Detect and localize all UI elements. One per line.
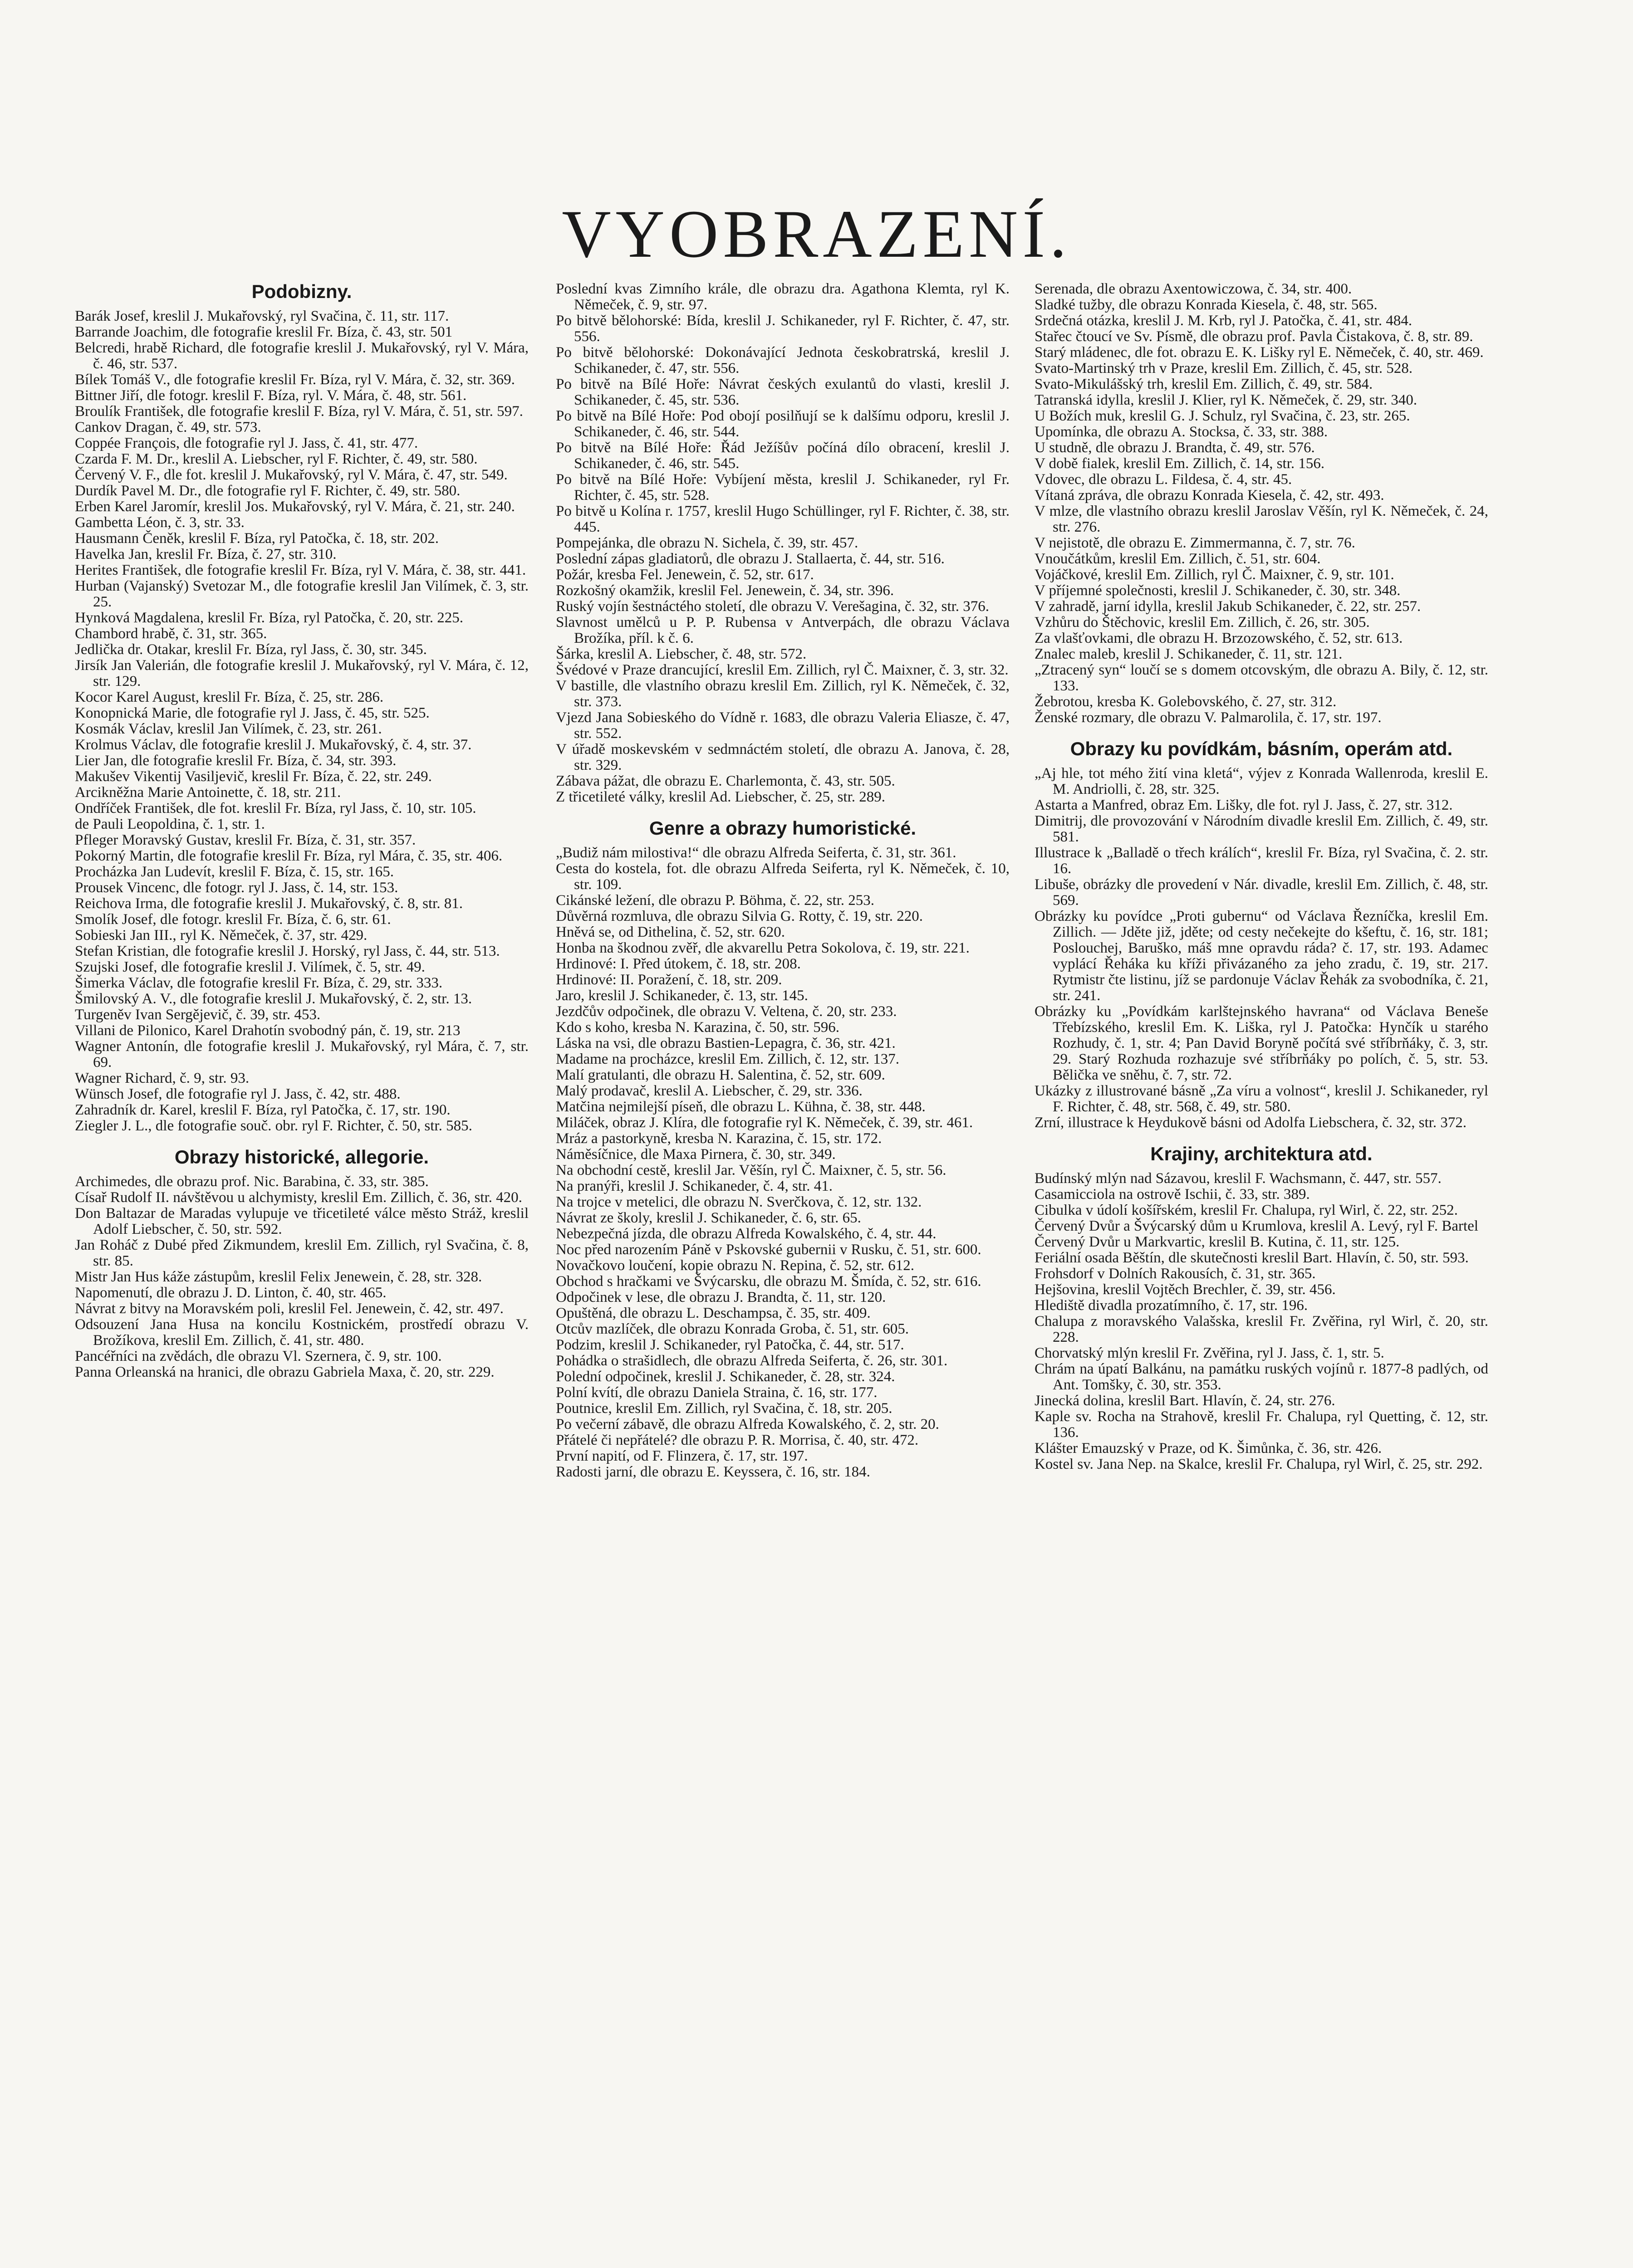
index-entry: Broulík František, dle fotografie kreslil F. Bíza, ryl V. Mára, č. 51, str. 597.	[75, 403, 523, 420]
index-entry: Jirsík Jan Valerián, dle fotografie kreslil J. Mukařovský, ryl V. Mára, č. 12, str. 129.	[75, 657, 529, 689]
index-entry: Otcův mazlíček, dle obrazu Konrada Groba, č. 51, str. 605.	[556, 1321, 909, 1337]
index-entry: Za vlašťovkami, dle obrazu H. Brzozowského, č. 52, str. 613.	[1035, 630, 1403, 646]
index-entry: Wünsch Josef, dle fotografie ryl J. Jass, č. 42, str. 488.	[75, 1086, 401, 1102]
index-entry: Konopnická Marie, dle fotografie ryl J. Jass, č. 45, str. 525.	[75, 705, 430, 721]
index-entry: Hněvá se, od Dithelina, č. 52, str. 620.	[556, 924, 785, 940]
index-entry: Požár, kresba Fel. Jenewein, č. 52, str. 617.	[556, 567, 814, 583]
index-entry: Tatranská idylla, kreslil J. Klier, ryl K. Němeček, č. 29, str. 340.	[1035, 392, 1417, 408]
index-entry: Upomínka, dle obrazu A. Stocksa, č. 33, str. 388.	[1035, 424, 1328, 440]
index-entry: Coppée François, dle fotografie ryl J. Jass, č. 41, str. 477.	[75, 435, 418, 451]
index-entry: V nejistotě, dle obrazu E. Zimmermanna, č. 7, str. 76.	[1035, 535, 1355, 551]
index-entry: Makušev Vikentij Vasiljevič, kreslil Fr. Bíza, č. 22, str. 249.	[75, 768, 432, 785]
index-entry: Pfleger Moravský Gustav, kreslil Fr. Bíza, č. 31, str. 357.	[75, 832, 416, 848]
index-entry: Belcredi, hrabě Richard, dle fotografie kreslil J. Mukařovský, ryl V. Mára, č. 46, str. 537.	[75, 340, 529, 372]
index-entry: Kocor Karel August, kreslil Fr. Bíza, č. 25, str. 286.	[75, 689, 384, 705]
index-entry: Casamicciola na ostrově Ischii, č. 33, str. 389.	[1035, 1186, 1310, 1202]
index-entry: Jinecká dolina, kreslil Bart. Hlavín, č. 24, str. 276.	[1035, 1393, 1335, 1409]
index-entry: Důvěrná rozmluva, dle obrazu Silvia G. Rotty, č. 19, str. 220.	[556, 908, 923, 924]
index-entry: Czarda F. M. Dr., kreslil A. Liebscher, ryl F. Richter, č. 49, str. 580.	[75, 451, 478, 467]
index-entry: Barák Josef, kreslil J. Mukařovský, ryl Svačina, č. 11, str. 117.	[75, 308, 449, 324]
index-entry: Sladké tužby, dle obrazu Konrada Kiesela, č. 48, str. 565.	[1035, 297, 1378, 313]
index-entry: Rozkošný okamžik, kreslil Fel. Jenewein, č. 34, str. 396.	[556, 582, 894, 599]
index-entry: Gambetta Léon, č. 3, str. 33.	[75, 514, 245, 531]
section-heading: Obrazy historické, allegorie.	[174, 1146, 429, 1168]
index-entry: Po bitvě bělohorské: Dokonávající Jednota českobratrská, kreslil J. Schikaneder, č. 47, str. 556.	[556, 344, 1010, 376]
index-entry: Frohsdorf v Dolních Rakousích, č. 31, str. 365.	[1035, 1266, 1316, 1282]
index-entry: U studně, dle obrazu J. Brandta, č. 49, str. 576.	[1035, 440, 1315, 456]
index-entry: Kostel sv. Jana Nep. na Skalce, kreslil Fr. Chalupa, ryl Wirl, č. 25, str. 292.	[1035, 1456, 1483, 1472]
index-entry: Ziegler J. L., dle fotografie souč. obr. ryl F. Richter, č. 50, str. 585.	[75, 1118, 472, 1134]
index-entry: Srdečná otázka, kreslil J. M. Krb, ryl J. Patočka, č. 41, str. 484.	[1035, 313, 1412, 329]
index-entry: Švédové v Praze drancující, kreslil Em. Zillich, ryl Č. Maixner, č. 3, str. 32.	[556, 662, 1009, 678]
index-entry: Stefan Kristian, dle fotografie kreslil J. Horský, ryl Jass, č. 44, str. 513.	[75, 943, 500, 959]
index-entry: Hausmann Čeněk, kreslil F. Bíza, ryl Patočka, č. 18, str. 202.	[75, 530, 439, 547]
index-entry: Bittner Jiří, dle fotogr. kreslil F. Bíza, ryl. V. Mára, č. 48, str. 561.	[75, 387, 467, 404]
index-entry: Po bitvě na Bílé Hoře: Vybíjení města, kreslil J. Schikaneder, ryl Fr. Richter, č. 45, str. 528.	[556, 471, 1010, 503]
index-entry: Z třicetileté války, kreslil Ad. Liebscher, č. 25, str. 289.	[556, 789, 886, 805]
index-entry: Hrdinové: I. Před útokem, č. 18, str. 208.	[556, 956, 801, 972]
index-entry: Opuštěná, dle obrazu L. Deschampsa, č. 35, str. 409.	[556, 1305, 871, 1321]
index-entry: Vojáčkové, kreslil Em. Zillich, ryl Č. Maixner, č. 9, str. 101.	[1035, 567, 1394, 583]
index-entry: Procházka Jan Ludevít, kreslil F. Bíza, č. 15, str. 165.	[75, 864, 394, 880]
index-entry: Pompejánka, dle obrazu N. Sichela, č. 39, str. 457.	[556, 535, 858, 551]
index-entry: Polední odpočinek, kreslil J. Schikaneder, č. 28, str. 324.	[556, 1369, 895, 1385]
index-entry: V příjemné společnosti, kreslil J. Schikaneder, č. 30, str. 348.	[1035, 582, 1401, 599]
index-entry: Chorvatský mlýn kreslil Fr. Zvěřina, ryl J. Jass, č. 1, str. 5.	[1035, 1345, 1384, 1361]
index-entry: Šárka, kreslil A. Liebscher, č. 48, str. 572.	[556, 646, 807, 662]
index-entry: Chrám na úpatí Balkánu, na památku ruských vojínů r. 1877-8 padlých, od Ant. Tomšky, č. 30, str. 353.	[1035, 1361, 1488, 1393]
index-entry: Hejšovina, kreslil Vojtěch Brechler, č. 39, str. 456.	[1035, 1281, 1336, 1298]
index-entry: Smolík Josef, dle fotogr. kreslil Fr. Bíza, č. 6, str. 61.	[75, 911, 391, 928]
index-entry: Herites František, dle fotografie kreslil Fr. Bíza, ryl V. Mára, č. 38, str. 441.	[75, 562, 526, 578]
index-entry: Kdo s koho, kresba N. Karazina, č. 50, str. 596.	[556, 1019, 840, 1036]
index-entry: U Božích muk, kreslil G. J. Schulz, ryl Svačina, č. 23, str. 265.	[1035, 408, 1410, 424]
index-entry: Astarta a Manfred, obraz Em. Lišky, dle fot. ryl J. Jass, č. 27, str. 312.	[1035, 797, 1453, 813]
index-column-1	[75, 281, 529, 1380]
index-entry: Miláček, obraz J. Klíra, dle fotografie ryl K. Němeček, č. 39, str. 461.	[556, 1114, 973, 1131]
index-entry: Cesta do kostela, fot. dle obrazu Alfreda Seiferta, ryl K. Němeček, č. 10, str. 109.	[556, 860, 1010, 893]
index-entry: V bastille, dle vlastního obrazu kreslil Em. Zillich, ryl K. Němeček, č. 32, str. 373.	[556, 678, 1010, 710]
index-entry: V zahradě, jarní idylla, kreslil Jakub Schikaneder, č. 22, str. 257.	[1035, 598, 1421, 615]
index-entry: Villani de Pilonico, Karel Drahotín svobodný pán, č. 19, str. 213	[75, 1022, 461, 1039]
index-entry: Serenada, dle obrazu Axentowiczowa, č. 34, str. 400.	[1035, 281, 1352, 297]
section-heading: Obrazy ku povídkám, básním, operám atd.	[1070, 738, 1453, 759]
index-entry: První napití, od F. Flinzera, č. 17, str. 197.	[556, 1448, 808, 1464]
index-entry: Obrázky ku „Povídkám karlštejnského havrana“ od Václava Beneše Třebízského, kreslil Em. K. Liška, ryl J. Patočka: Hynčík u starého Rozhudy, č. 1, str. 4; Pan David Boryně počítá své stříbrňáky, č. 3, str. 29. Starý Rozhuda rozhazuje své stříbrňáky po polích, č. 5, str. 53. Bělička ve sněhu, č. 7, str. 72.	[1035, 1003, 1488, 1083]
index-entry: de Pauli Leopoldina, č. 1, str. 1.	[75, 816, 265, 832]
index-entry: Pancéřníci na zvědách, dle obrazu Vl. Szernera, č. 9, str. 100.	[75, 1348, 442, 1364]
index-entry: Svato-Martinský trh v Praze, kreslil Em. Zillich, č. 45, str. 528.	[1035, 360, 1413, 376]
index-entry: Návrat ze školy, kreslil J. Schikaneder, č. 6, str. 65.	[556, 1210, 861, 1226]
index-entry: Ruský vojín šestnáctého století, dle obrazu V. Verešagina, č. 32, str. 376.	[556, 598, 990, 615]
index-entry: Dimitrij, dle provozování v Národním divadle kreslil Em. Zillich, č. 49, str. 581.	[1035, 813, 1488, 845]
index-entry: Láska na vsi, dle obrazu Bastien-Lepagra, č. 36, str. 421.	[556, 1035, 896, 1051]
index-entry: Szujski Josef, dle fotografie kreslil J. Vilímek, č. 5, str. 49.	[75, 959, 425, 975]
index-entry: Mistr Jan Hus káže zástupům, kreslil Felix Jenewein, č. 28, str. 328.	[75, 1269, 482, 1285]
index-entry: Klášter Emauzský v Praze, od K. Šimůnka, č. 36, str. 426.	[1035, 1440, 1382, 1457]
index-entry: Cikánské ležení, dle obrazu P. Böhma, č. 22, str. 253.	[556, 892, 875, 909]
index-entry: Žebrotou, kresba K. Golebovského, č. 27, str. 312.	[1035, 694, 1337, 710]
index-entry: Jaro, kreslil J. Schikaneder, č. 13, str. 145.	[556, 987, 808, 1004]
index-entry: Havelka Jan, kreslil Fr. Bíza, č. 27, str. 310.	[75, 546, 337, 562]
index-entry: Krolmus Václav, dle fotografie kreslil J. Mukařovský, č. 4, str. 37.	[75, 737, 472, 753]
index-entry: Mráz a pastorkyně, kresba N. Karazina, č. 15, str. 172.	[556, 1130, 882, 1147]
index-entry: Obchod s hračkami ve Švýcarsku, dle obrazu M. Šmída, č. 52, str. 616.	[556, 1273, 981, 1290]
index-entry: Noc před narozením Páně v Pskovské gubernii v Rusku, č. 51, str. 600.	[556, 1242, 981, 1258]
index-entry: Obrázky ku povídce „Proti gubernu“ od Václava Řezníčka, kreslil Em. Zillich. — Jděte již, jděte; od cesty nečekejte do kšeftu, č. 16, str. 181; Poslouchej, Baruško, máš mne opravdu ráda? č. 17, str. 193. Adamec vyplácí Řeháka ku kříži přivázaného za jeho zradu, č. 19, str. 217. Rytmistr čte listinu, jíž se pardonuje Václav Řehák za svobodníka, č. 21, str. 241.	[1035, 908, 1488, 1004]
index-entry: Napomenutí, dle obrazu J. D. Linton, č. 40, str. 465.	[75, 1285, 387, 1301]
index-entry: Archimedes, dle obrazu prof. Nic. Barabina, č. 33, str. 385.	[75, 1173, 429, 1190]
index-entry: Reichova Irma, dle fotografie kreslil J. Mukařovský, č. 8, str. 81.	[75, 895, 463, 912]
index-entry: Sobieski Jan III., ryl K. Němeček, č. 37, str. 429.	[75, 927, 368, 943]
index-entry: Červený Dvůr a Švýcarský dům u Krumlova, kreslil A. Levý, ryl F. Bartel	[1035, 1218, 1479, 1234]
index-entry: Vítaná zpráva, dle obrazu Konrada Kiesela, č. 42, str. 493.	[1035, 487, 1384, 503]
index-entry: Přátelé či nepřátelé? dle obrazu P. R. Morrisa, č. 40, str. 472.	[556, 1432, 919, 1448]
index-entry: Vzhůru do Štěchovic, kreslil Em. Zillich, č. 26, str. 305.	[1035, 614, 1370, 631]
index-entry: Malý prodavač, kreslil A. Liebscher, č. 29, str. 336.	[556, 1083, 863, 1099]
index-entry: Polní kvítí, dle obrazu Daniela Straina, č. 16, str. 177.	[556, 1384, 878, 1401]
section-heading: Genre a obrazy humoristické.	[649, 817, 917, 839]
index-entry: Svato-Mikulášský trh, kreslil Em. Zillich, č. 49, str. 584.	[1035, 376, 1373, 392]
index-entry: Po bitvě u Kolína r. 1757, kreslil Hugo Schüllinger, ryl F. Richter, č. 38, str. 445.	[556, 503, 1010, 535]
index-entry: Durdík Pavel M. Dr., dle fotografie ryl F. Richter, č. 49, str. 580.	[75, 483, 461, 499]
index-entry: Bílek Tomáš V., dle fotografie kreslil Fr. Bíza, ryl V. Mára, č. 32, str. 369.	[75, 371, 515, 388]
index-entry: Náměsíčnice, dle Maxa Pirnera, č. 30, str. 349.	[556, 1146, 836, 1163]
index-entry: Na trojce v metelici, dle obrazu N. Sverčkova, č. 12, str. 132.	[556, 1194, 922, 1210]
index-entry: Honba na škodnou zvěř, dle akvarellu Petra Sokolova, č. 19, str. 221.	[556, 940, 970, 956]
index-entry: V době fialek, kreslil Em. Zillich, č. 14, str. 156.	[1035, 455, 1325, 472]
index-entry: V úřadě moskevském v sedmnáctém století, dle obrazu A. Janova, č. 28, str. 329.	[556, 741, 1010, 773]
index-entry: Stařec čtoucí ve Sv. Písmě, dle obrazu prof. Pavla Čistakova, č. 8, str. 89.	[1035, 328, 1473, 345]
index-entry: „Budiž nám milostiva!“ dle obrazu Alfreda Seiferta, č. 31, str. 361.	[556, 845, 956, 861]
index-entry: Šimerka Václav, dle fotografie kreslil Fr. Bíza, č. 29, str. 333.	[75, 975, 443, 991]
index-entry: Vnoučátkům, kreslil Em. Zillich, č. 51, str. 604.	[1035, 551, 1321, 567]
index-entry: Ženské rozmary, dle obrazu V. Palmarolila, č. 17, str. 197.	[1035, 709, 1382, 726]
index-entry: Hurban (Vajanský) Svetozar M., dle fotografie kreslil Jan Vilímek, č. 3, str. 25.	[75, 578, 529, 610]
page-title: VYOBRAZENÍ.	[562, 196, 1071, 272]
index-entry: Po bitvě na Bílé Hoře: Řád Ježíšův počíná dílo obracení, kreslil J. Schikaneder, č. 46, str. 545.	[556, 440, 1010, 472]
index-entry: Vdovec, dle obrazu L. Fildesa, č. 4, str. 45.	[1035, 471, 1292, 488]
index-entry: Odpočinek v lese, dle obrazu J. Brandta, č. 11, str. 120.	[556, 1289, 886, 1305]
index-entry: Panna Orleanská na hranici, dle obrazu Gabriela Maxa, č. 20, str. 229.	[75, 1364, 495, 1380]
index-entry: Madame na procházce, kreslil Em. Zillich, č. 12, str. 137.	[556, 1051, 899, 1067]
index-entry: Jedlička dr. Otakar, kreslil Fr. Bíza, ryl Jass, č. 30, str. 345.	[75, 641, 427, 658]
index-entry: Červený V. F., dle fot. kreslil J. Mukařovský, ryl V. Mára, č. 47, str. 549.	[75, 467, 508, 483]
index-entry: Návrat z bitvy na Moravském poli, kreslil Fel. Jenewein, č. 42, str. 497.	[75, 1300, 504, 1317]
index-entry: Zrní, illustrace k Heydukově básni od Adolfa Liebschera, č. 32, str. 372.	[1035, 1114, 1467, 1131]
index-entry: Matčina nejmilejší píseň, dle obrazu L. Kühna, č. 38, str. 448.	[556, 1099, 926, 1115]
index-entry: Vjezd Jana Sobieského do Vídně r. 1683, dle obrazu Valeria Eliasze, č. 47, str. 552.	[556, 709, 1010, 742]
index-entry: Kosmák Václav, kreslil Jan Vilímek, č. 23, str. 261.	[75, 721, 382, 737]
index-entry: Novačkovo loučení, kopie obrazu N. Repina, č. 52, str. 612.	[556, 1257, 914, 1274]
index-entry: Jezdčův odpočinek, dle obrazu V. Veltena, č. 20, str. 233.	[556, 1003, 897, 1020]
index-entry: Nebezpečná jízda, dle obrazu Alfreda Kowalského, č. 4, str. 44.	[556, 1226, 937, 1242]
index-entry: Zábava pážat, dle obrazu E. Charlemonta, č. 43, str. 505.	[556, 773, 895, 789]
index-entry: Poslední kvas Zimního krále, dle obrazu dra. Agathona Klemta, ryl K. Němeček, č. 9, str. 97.	[556, 281, 1010, 313]
index-entry: Malí gratulanti, dle obrazu H. Salentina, č. 52, str. 609.	[556, 1067, 885, 1083]
index-entry: Turgeněv Ivan Sergějevič, č. 39, str. 453.	[75, 1007, 321, 1023]
index-entry: Po bitvě na Bílé Hoře: Návrat českých exulantů do vlasti, kreslil J. Schikaneder, č. 45, str. 536.	[556, 376, 1010, 408]
index-entry: Podzim, kreslil J. Schikaneder, ryl Patočka, č. 44, str. 517.	[556, 1337, 904, 1353]
index-entry: Pokorný Martin, dle fotografie kreslil Fr. Bíza, ryl Mára, č. 35, str. 406.	[75, 848, 503, 864]
index-entry: Poutnice, kreslil Em. Zillich, ryl Svačina, č. 18, str. 205.	[556, 1400, 893, 1417]
index-entry: Po večerní zábavě, dle obrazu Alfreda Kowalského, č. 2, str. 20.	[556, 1416, 939, 1432]
index-column-2	[556, 281, 1010, 1480]
section-heading: Podobizny.	[251, 281, 352, 302]
index-entry: Chalupa z moravského Valašska, kreslil Fr. Zvěřina, ryl Wirl, č. 20, str. 228.	[1035, 1313, 1488, 1345]
index-entry: Illustrace k „Balladě o třech králích“, kreslil Fr. Bíza, ryl Svačina, č. 2. str. 16.	[1035, 845, 1488, 877]
index-entry: Radosti jarní, dle obrazu E. Keyssera, č. 16, str. 184.	[556, 1464, 870, 1480]
section-heading: Krajiny, architektura atd.	[1150, 1143, 1373, 1164]
index-entry: Don Baltazar de Maradas vylupuje ve třicetileté válce město Stráž, kreslil Adolf Liebscher, č. 50, str. 592.	[75, 1205, 529, 1237]
index-entry: Znalec maleb, kreslil J. Schikaneder, č. 11, str. 121.	[1035, 646, 1343, 662]
index-entry: Slavnost umělců u P. P. Rubensa v Antverpách, dle obrazu Václava Brožíka, příl. k č. 6.	[556, 614, 1010, 646]
index-entry: Odsouzení Jana Husa na koncilu Kostnickém, prostředí obrazu V. Brožíkova, kreslil Em. Zillich, č. 41, str. 480.	[75, 1316, 529, 1349]
index-entry: Poslední zápas gladiatorů, dle obrazu J. Stallaerta, č. 44, str. 516.	[556, 551, 945, 567]
index-entry: Zahradník dr. Karel, kreslil F. Bíza, ryl Patočka, č. 17, str. 190.	[75, 1102, 451, 1118]
index-entry: „Ztracený syn“ loučí se s domem otcovským, dle obrazu A. Bily, č. 12, str. 133.	[1035, 662, 1488, 694]
index-entry: Lier Jan, dle fotografie kreslil Fr. Bíza, č. 34, str. 393.	[75, 753, 397, 769]
index-entry: Na pranýři, kreslil J. Schikaneder, č. 4, str. 41.	[556, 1178, 833, 1194]
index-entry: Starý mládenec, dle fot. obrazu E. K. Lišky ryl E. Němeček, č. 40, str. 469.	[1035, 344, 1484, 361]
index-entry: Červený Dvůr u Markvartic, kreslil B. Kutina, č. 11, str. 125.	[1035, 1234, 1400, 1250]
index-entry: Hlediště divadla prozatímního, č. 17, str. 196.	[1035, 1297, 1308, 1314]
index-entry: Feriální osada Běštín, dle skutečnosti kreslil Bart. Hlavín, č. 50, str. 593.	[1035, 1250, 1469, 1266]
index-entry: Jan Roháč z Dubé před Zikmundem, kreslil Em. Zillich, ryl Svačina, č. 8, str. 85.	[75, 1237, 529, 1269]
index-entry: Barrande Joachim, dle fotografie kreslil Fr. Bíza, č. 43, str. 501	[75, 324, 453, 340]
index-entry: Šmilovský A. V., dle fotografie kreslil J. Mukařovský, č. 2, str. 13.	[75, 991, 472, 1007]
index-entry: Císař Rudolf II. návštěvou u alchymisty, kreslil Em. Zillich, č. 36, str. 420.	[75, 1189, 522, 1206]
index-entry: Chambord hrabě, č. 31, str. 365.	[75, 626, 267, 642]
index-entry: Wagner Richard, č. 9, str. 93.	[75, 1070, 250, 1086]
index-entry: Ukázky z illustrované básně „Za víru a volnost“, kreslil J. Schikaneder, ryl F. Richter, č. 48, str. 568, č. 49, str. 580.	[1035, 1083, 1488, 1115]
index-entry: Ondříček František, dle fot. kreslil Fr. Bíza, ryl Jass, č. 10, str. 105.	[75, 800, 476, 816]
index-entry: Arcikněžna Marie Antoinette, č. 18, str. 211.	[75, 784, 341, 801]
index-entry: Po bitvě bělohorské: Bída, kreslil J. Schikaneder, ryl F. Richter, č. 47, str. 556.	[556, 313, 1010, 345]
index-entry: Libuše, obrázky dle provedení v Nár. divadle, kreslil Em. Zillich, č. 48, str. 569.	[1035, 876, 1488, 909]
index-entry: Pohádka o strašidlech, dle obrazu Alfreda Seiferta, č. 26, str. 301.	[556, 1353, 948, 1369]
index-entry: V mlze, dle vlastního obrazu kreslil Jaroslav Věšín, ryl K. Němeček, č. 24, str. 276.	[1035, 503, 1488, 535]
index-entry: Na obchodní cestě, kreslil Jar. Věšín, ryl Č. Maixner, č. 5, str. 56.	[556, 1162, 946, 1178]
index-column-3	[1035, 281, 1488, 1472]
index-entry: Wagner Antonín, dle fotografie kreslil J. Mukařovský, ryl Mára, č. 7, str. 69.	[75, 1038, 529, 1070]
index-entry: Cankov Dragan, č. 49, str. 573.	[75, 419, 261, 435]
index-entry: Budínský mlýn nad Sázavou, kreslil F. Wachsmann, č. 447, str. 557.	[1035, 1170, 1442, 1187]
index-entry: Prousek Vincenc, dle fotogr. ryl J. Jass, č. 14, str. 153.	[75, 880, 398, 896]
index-entry: Erben Karel Jaromír, kreslil Jos. Mukařovský, ryl V. Mára, č. 21, str. 240.	[75, 499, 515, 515]
index-entry: Hynková Magdalena, kreslil Fr. Bíza, ryl Patočka, č. 20, str. 225.	[75, 610, 464, 626]
index-entry: Kaple sv. Rocha na Strahově, kreslil Fr. Chalupa, ryl Quetting, č. 12, str. 136.	[1035, 1408, 1488, 1441]
index-entry: Cibulka v údolí košířském, kreslil Fr. Chalupa, ryl Wirl, č. 22, str. 252.	[1035, 1202, 1458, 1218]
index-entry: Hrdinové: II. Poražení, č. 18, str. 209.	[556, 972, 782, 988]
index-entry: Po bitvě na Bílé Hoře: Pod obojí posilňují se k dalšímu odporu, kreslil J. Schikaneder, č. 46, str. 544.	[556, 408, 1010, 440]
index-entry: „Aj hle, tot mého žití vina kletá“, výjev z Konrada Wallenroda, kreslil E. M. Andriolli, č. 28, str. 325.	[1035, 765, 1488, 797]
